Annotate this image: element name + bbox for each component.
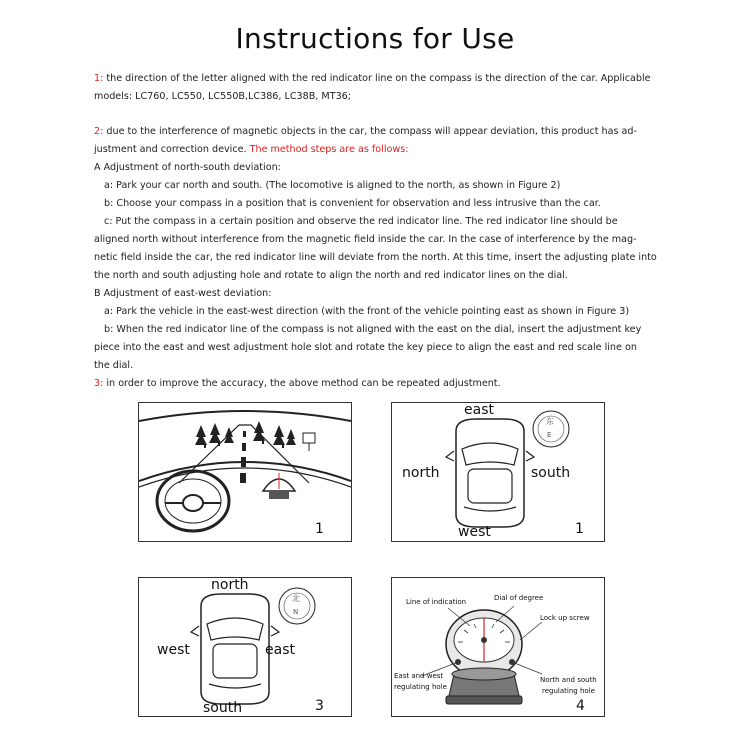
- method-heading: The method steps are as follows:: [249, 144, 409, 155]
- section-b-step-b-cont-2: the dial.: [94, 360, 134, 371]
- figure-number: 4: [576, 698, 585, 714]
- section-b-step-b: b: When the red indicator line of the compass is not aligned with the east on the dial, insert the adjustment key: [104, 324, 642, 335]
- direction-label-left: west: [157, 642, 190, 658]
- callout-north-south-line-1: North and south: [540, 676, 597, 684]
- section-a-step-c: c: Put the compass in a certain position and observe the red indicator line. The red indicator line should be: [104, 216, 618, 227]
- figure-number: 3: [315, 698, 324, 714]
- section-a-heading: A Adjustment of north-south deviation:: [94, 162, 281, 173]
- step-3-line: [94, 378, 501, 389]
- figure-compass-parts: [391, 577, 605, 717]
- step-2-line-2: [94, 144, 408, 155]
- section-a-step-c-cont-3: the north and south adjusting hole and rotate to align the north and red indicator lines on the dial.: [94, 270, 568, 281]
- callout-east-west-line-2: regulating hole: [394, 683, 447, 691]
- section-b-heading: B Adjustment of east-west deviation:: [94, 288, 272, 299]
- page-title: Instructions for Use: [235, 22, 515, 55]
- direction-label-bottom: west: [458, 524, 491, 540]
- figure-number: 1: [315, 521, 324, 537]
- section-a-step-a: a: Park your car north and south. (The locomotive is aligned to the north, as shown in Figure 2): [104, 180, 561, 191]
- dial-letter: E: [547, 431, 552, 439]
- step-number: 1:: [94, 73, 104, 84]
- dial-character: 北: [292, 594, 300, 603]
- direction-label-top: north: [211, 577, 249, 593]
- figure-number: 1: [575, 521, 584, 537]
- step-text: due to the interference of magnetic objects in the car, the compass will appear deviation, this product has ad-: [103, 126, 637, 137]
- section-a-step-c-cont-1: aligned north without interference from the magnetic field inside the car. In the case of interference by the mag-: [94, 234, 637, 245]
- callout-east-west-line-1: East and west: [394, 672, 444, 680]
- direction-label-right: east: [265, 642, 295, 658]
- figure-car-east: [391, 402, 605, 542]
- direction-label-top: east: [464, 402, 494, 418]
- figure-dashboard: [138, 402, 352, 542]
- section-b-step-a: a: Park the vehicle in the east-west direction (with the front of the vehicle pointing east as shown in Figure 3): [104, 306, 630, 317]
- step-1-line-2: [94, 91, 351, 102]
- step-number: 3:: [94, 378, 104, 389]
- callout-north-south-line-2: regulating hole: [542, 687, 595, 695]
- callout-line-of-indication: Line of indication: [406, 598, 467, 606]
- direction-label-bottom: south: [203, 700, 243, 716]
- figure-car-north: [138, 577, 352, 717]
- dial-character: 东: [546, 417, 554, 426]
- section-a-step-b: b: Choose your compass in a position that is convenient for observation and less intrusive than the car.: [104, 198, 601, 209]
- step-number: 2:: [94, 126, 104, 137]
- step-text: justment and correction device.: [94, 144, 250, 155]
- direction-label-left: north: [402, 465, 440, 481]
- step-1-line-1: [94, 73, 651, 84]
- section-a-step-c-cont-2: netic field inside the car, the red indicator line will deviate from the north. At this time, insert the adjusting plate into: [94, 252, 657, 263]
- step-text: the direction of the letter aligned with the red indicator line on the compass is the direction of the car. Applicable: [103, 73, 651, 84]
- callout-lock-up-screw: Lock up screw: [540, 614, 590, 622]
- section-b-step-b-cont-1: piece into the east and west adjustment hole slot and rotate the key piece to align the east and red scale line on: [94, 342, 637, 353]
- step-2-line-1: [94, 126, 637, 137]
- direction-label-right: south: [531, 465, 571, 481]
- dial-letter: N: [293, 608, 299, 616]
- callout-dial-of-degree: Dial of degree: [494, 594, 544, 602]
- step-text: models: LC760, LC550, LC550B,LC386, LC38B, MT36;: [94, 91, 352, 102]
- step-text: in order to improve the accuracy, the above method can be repeated adjustment.: [103, 378, 501, 389]
